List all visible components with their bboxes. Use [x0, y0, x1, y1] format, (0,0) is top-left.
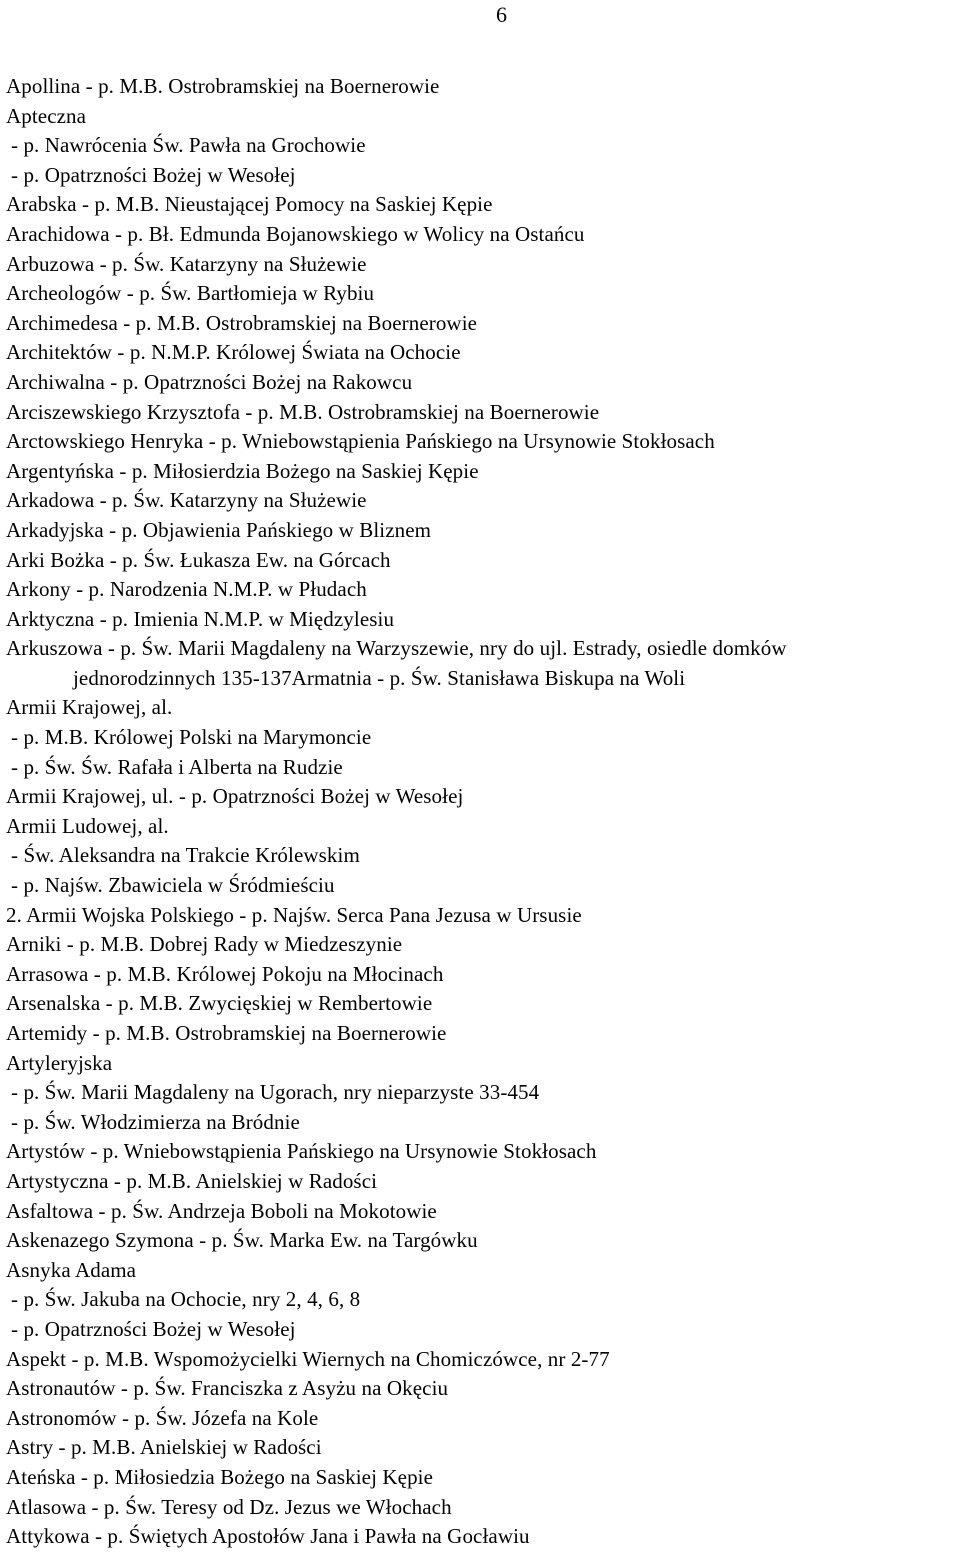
list-entry: Arkadyjska - p. Objawienia Pańskiego w Bliznem: [6, 517, 432, 542]
list-entry: Arkony - p. Narodzenia N.M.P. w Płudach: [6, 577, 367, 602]
list-entry: Artystyczna - p. M.B. Anielskiej w Radości: [6, 1168, 378, 1193]
list-entry: Arabska - p. M.B. Nieustającej Pomocy na Saskiej Kępie: [6, 192, 493, 217]
list-entry: Arachidowa - p. Bł. Edmunda Bojanowskiego w Wolicy na Ostańcu: [6, 221, 585, 246]
list-sub-entry: - p. Najśw. Zbawiciela w Śródmieściu: [11, 873, 335, 898]
list-entry: Arki Bożka - p. Św. Łukasza Ew. na Górcach: [6, 547, 391, 572]
list-entry: Apollina - p. M.B. Ostrobramskiej na Boernerowie: [6, 74, 440, 98]
list-entry: Aspekt - p. M.B. Wspomożycielki Wiernych na Chomiczówce, nr 2-77: [6, 1346, 610, 1371]
list-sub-entry: - p. Opatrzności Bożej w Wesołej: [11, 1316, 296, 1341]
list-entry-continuation: jednorodzinnych 135-137Armatnia - p. Św. Stanisława Biskupa na Woli: [73, 665, 686, 690]
list-sub-entry: - p. Św. Św. Rafała i Alberta na Rudzie: [11, 754, 343, 779]
street-parish-list: [6, 72, 956, 1552]
list-entry: Artyleryjska: [6, 1050, 113, 1075]
list-entry: Astry - p. M.B. Anielskiej w Radości: [6, 1435, 322, 1460]
list-entry: Attykowa - p. Świętych Apostołów Jana i Pawła na Gocławiu: [6, 1524, 530, 1549]
list-entry: Apteczna: [6, 103, 87, 128]
list-entry: Astronomów - p. Św. Józefa na Kole: [6, 1405, 319, 1430]
list-entry: Architektów - p. N.M.P. Królowej Świata na Ochocie: [6, 340, 461, 365]
list-entry: Arniki - p. M.B. Dobrej Rady w Miedzeszynie: [6, 932, 403, 957]
list-entry: Artemidy - p. M.B. Ostrobramskiej na Boernerowie: [6, 1021, 447, 1045]
list-entry: Atlasowa - p. Św. Teresy od Dz. Jezus we Włochach: [6, 1494, 452, 1519]
list-entry: Astronautów - p. Św. Franciszka z Asyżu na Okęciu: [6, 1376, 449, 1401]
list-entry: 2. Armii Wojska Polskiego - p. Najśw. Serca Pana Jezusa w Ursusie: [6, 902, 582, 927]
list-entry: Asfaltowa - p. Św. Andrzeja Boboli na Mokotowie: [6, 1198, 437, 1223]
list-entry: Arctowskiego Henryka - p. Wniebowstąpienia Pańskiego na Ursynowie Stokłosach: [6, 429, 715, 454]
list-entry: Asnyka Adama: [6, 1257, 137, 1282]
list-entry: Arbuzowa - p. Św. Katarzyny na Służewie: [6, 251, 367, 276]
page-number: 6: [496, 2, 507, 27]
list-entry: Archimedesa - p. M.B. Ostrobramskiej na Boernerowie: [6, 310, 478, 335]
list-sub-entry: - p. M.B. Królowej Polski na Marymoncie: [11, 725, 372, 750]
list-sub-entry: - p. Św. Jakuba na Ochocie, nry 2, 4, 6, 8: [11, 1287, 361, 1312]
list-entry-wrapped: [6, 634, 956, 693]
list-entry: Arktyczna - p. Imienia N.M.P. w Międzylesiu: [6, 606, 395, 631]
list-entry: Arrasowa - p. M.B. Królowej Pokoju na Młocinach: [6, 961, 444, 986]
list-entry: Arciszewskiego Krzysztofa - p. M.B. Ostrobramskiej na Boernerowie: [6, 399, 600, 424]
list-entry: Archeologów - p. Św. Bartłomieja w Rybiu: [6, 281, 375, 306]
list-entry: Artystów - p. Wniebowstąpienia Pańskiego na Ursynowie Stokłosach: [6, 1139, 597, 1164]
list-sub-entry: - p. Św. Włodzimierza na Bródnie: [11, 1109, 300, 1134]
list-sub-entry: - p. Opatrzności Bożej w Wesołej: [11, 162, 296, 187]
list-entry: Askenazego Szymona - p. Św. Marka Ew. na Targówku: [6, 1228, 478, 1253]
list-entry: Argentyńska - p. Miłosierdzia Bożego na Saskiej Kępie: [6, 458, 479, 483]
list-entry-line: Arkuszowa - p. Św. Marii Magdaleny na Warzyszewie, nry do ujl. Estrady, osiedle domków: [6, 636, 787, 661]
list-entry: Armii Krajowej, al.: [6, 695, 173, 720]
list-entry: Archiwalna - p. Opatrzności Bożej na Rakowcu: [6, 369, 413, 394]
list-entry: Arkadowa - p. Św. Katarzyny na Służewie: [6, 488, 367, 513]
list-sub-entry: - p. Św. Marii Magdaleny na Ugorach, nry nieparzyste 33-454: [11, 1080, 540, 1105]
list-entry: Ateńska - p. Miłosiedzia Bożego na Saskiej Kępie: [6, 1464, 434, 1489]
list-entry: Armii Ludowej, al.: [6, 813, 169, 838]
list-entry: Armii Krajowej, ul. - p. Opatrzności Bożej w Wesołej: [6, 784, 464, 809]
list-sub-entry: - p. Nawrócenia Św. Pawła na Grochowie: [11, 133, 366, 158]
list-sub-entry: - Św. Aleksandra na Trakcie Królewskim: [11, 843, 360, 868]
list-entry: Arsenalska - p. M.B. Zwycięskiej w Rembertowie: [6, 991, 433, 1016]
